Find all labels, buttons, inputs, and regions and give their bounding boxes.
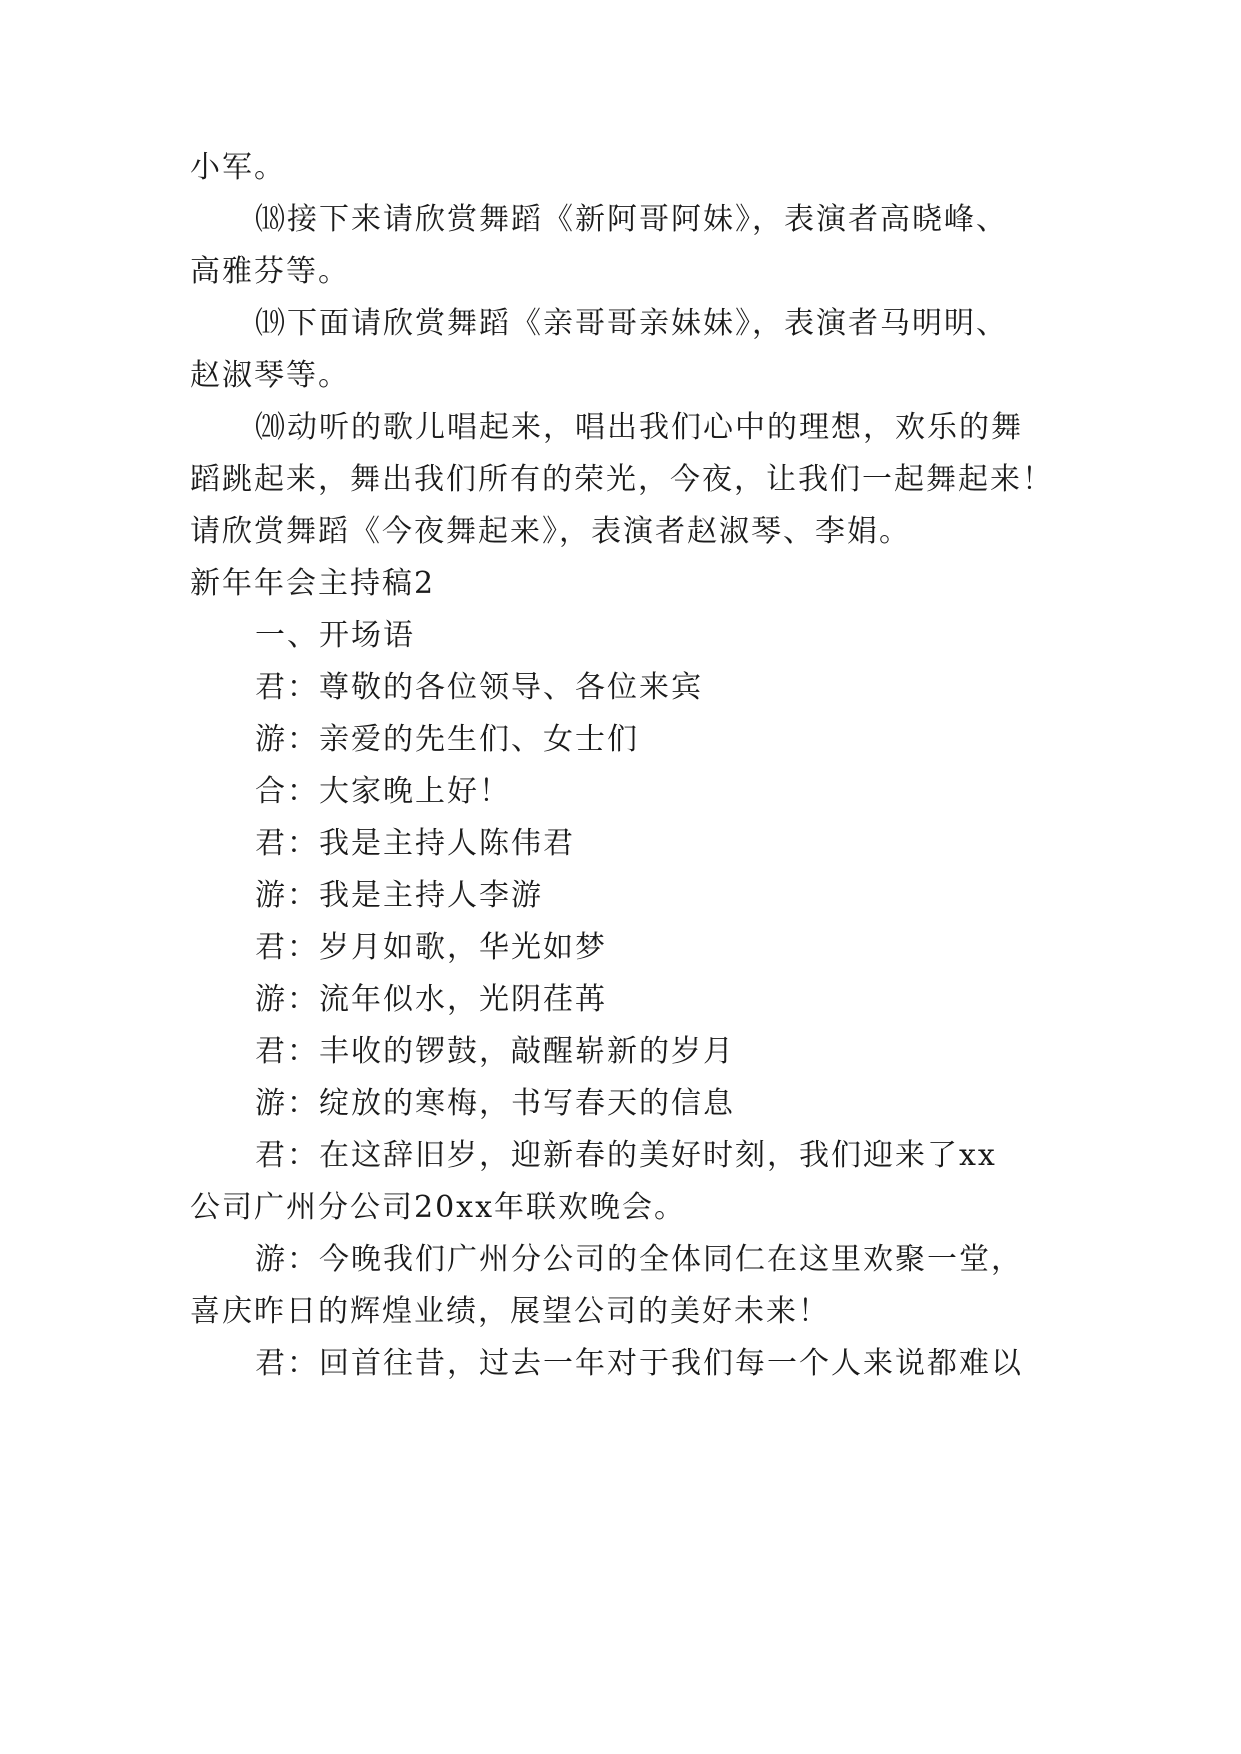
text-line: 君：在这辞旧岁，迎新春的美好时刻，我们迎来了xx — [255, 1138, 997, 1173]
section-title: 新年年会主持稿2 — [190, 566, 436, 601]
text-line: 游：亲爱的先生们、女士们 — [255, 722, 639, 757]
text-line: 君：丰收的锣鼓，敲醒崭新的岁月 — [255, 1034, 735, 1069]
text-line: 君：我是主持人陈伟君 — [255, 826, 575, 861]
text-line: 蹈跳起来，舞出我们所有的荣光，今夜，让我们一起舞起来！ — [190, 462, 1054, 497]
text-line: 公司广州分公司20xx年联欢晚会。 — [190, 1190, 687, 1225]
text-line: 君：回首往昔，过去一年对于我们每一个人来说都难以 — [255, 1346, 1023, 1381]
text-line: 一、开场语 — [255, 618, 415, 653]
text-line: 喜庆昨日的辉煌业绩，展望公司的美好未来！ — [190, 1294, 830, 1329]
text-line: ⒅接下来请欣赏舞蹈《新阿哥阿妹》，表演者高晓峰、 — [255, 202, 1008, 237]
text-line: ⒇动听的歌儿唱起来，唱出我们心中的理想，欢乐的舞 — [255, 410, 1023, 445]
text-line: 游：我是主持人李游 — [255, 878, 543, 913]
text-line: 请欣赏舞蹈《今夜舞起来》，表演者赵淑琴、李娟。 — [190, 514, 911, 549]
text-line: ⒆下面请欣赏舞蹈《亲哥哥亲妹妹》，表演者马明明、 — [255, 306, 1008, 341]
text-line: 游：绽放的寒梅，书写春天的信息 — [255, 1086, 735, 1121]
text-line: 游：今晚我们广州分公司的全体同仁在这里欢聚一堂， — [255, 1242, 1023, 1277]
text-line: 君：岁月如歌，华光如梦 — [255, 930, 607, 965]
text-line: 君：尊敬的各位领导、各位来宾 — [255, 670, 703, 705]
text-line: 游：流年似水，光阴荏苒 — [255, 982, 607, 1017]
text-line: 合：大家晚上好！ — [255, 774, 511, 809]
text-line: 赵淑琴等。 — [190, 358, 350, 393]
text-line: 高雅芬等。 — [190, 254, 350, 289]
text-line: 小军。 — [190, 150, 286, 185]
